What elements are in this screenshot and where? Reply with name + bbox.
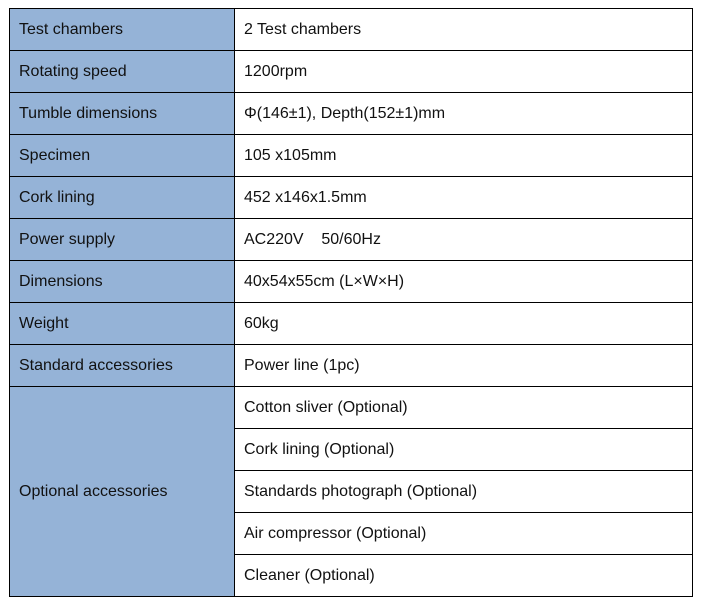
row-value: AC220V 50/60Hz <box>235 219 693 261</box>
row-value: 105 x105mm <box>235 135 693 177</box>
row-value: 60kg <box>235 303 693 345</box>
optional-accessories-label: Optional accessories <box>10 387 235 597</box>
row-value: 1200rpm <box>235 51 693 93</box>
table-row <box>10 9 693 51</box>
row-label: Test chambers <box>10 9 235 51</box>
optional-item: Air compressor (Optional) <box>235 513 693 555</box>
table-row <box>10 93 693 135</box>
row-value: Power line (1pc) <box>235 345 693 387</box>
row-label: Tumble dimensions <box>10 93 235 135</box>
table-row <box>10 345 693 387</box>
row-label: Cork lining <box>10 177 235 219</box>
table-row <box>10 135 693 177</box>
table-row <box>10 51 693 93</box>
optional-item: Cleaner (Optional) <box>235 555 693 597</box>
row-label: Rotating speed <box>10 51 235 93</box>
row-label: Dimensions <box>10 261 235 303</box>
optional-item: Standards photograph (Optional) <box>235 471 693 513</box>
optional-item: Cotton sliver (Optional) <box>235 387 693 429</box>
table-row <box>10 219 693 261</box>
row-value: 40x54x55cm (L×W×H) <box>235 261 693 303</box>
optional-item: Cork lining (Optional) <box>235 429 693 471</box>
row-value: 2 Test chambers <box>235 9 693 51</box>
table-row <box>10 387 693 429</box>
row-label: Power supply <box>10 219 235 261</box>
table-row <box>10 177 693 219</box>
specifications-table <box>9 8 693 597</box>
table-row <box>10 303 693 345</box>
row-label: Standard accessories <box>10 345 235 387</box>
row-value: 452 x146x1.5mm <box>235 177 693 219</box>
row-label: Weight <box>10 303 235 345</box>
row-label: Specimen <box>10 135 235 177</box>
row-value: Φ(146±1), Depth(152±1)mm <box>235 93 693 135</box>
table-row <box>10 261 693 303</box>
